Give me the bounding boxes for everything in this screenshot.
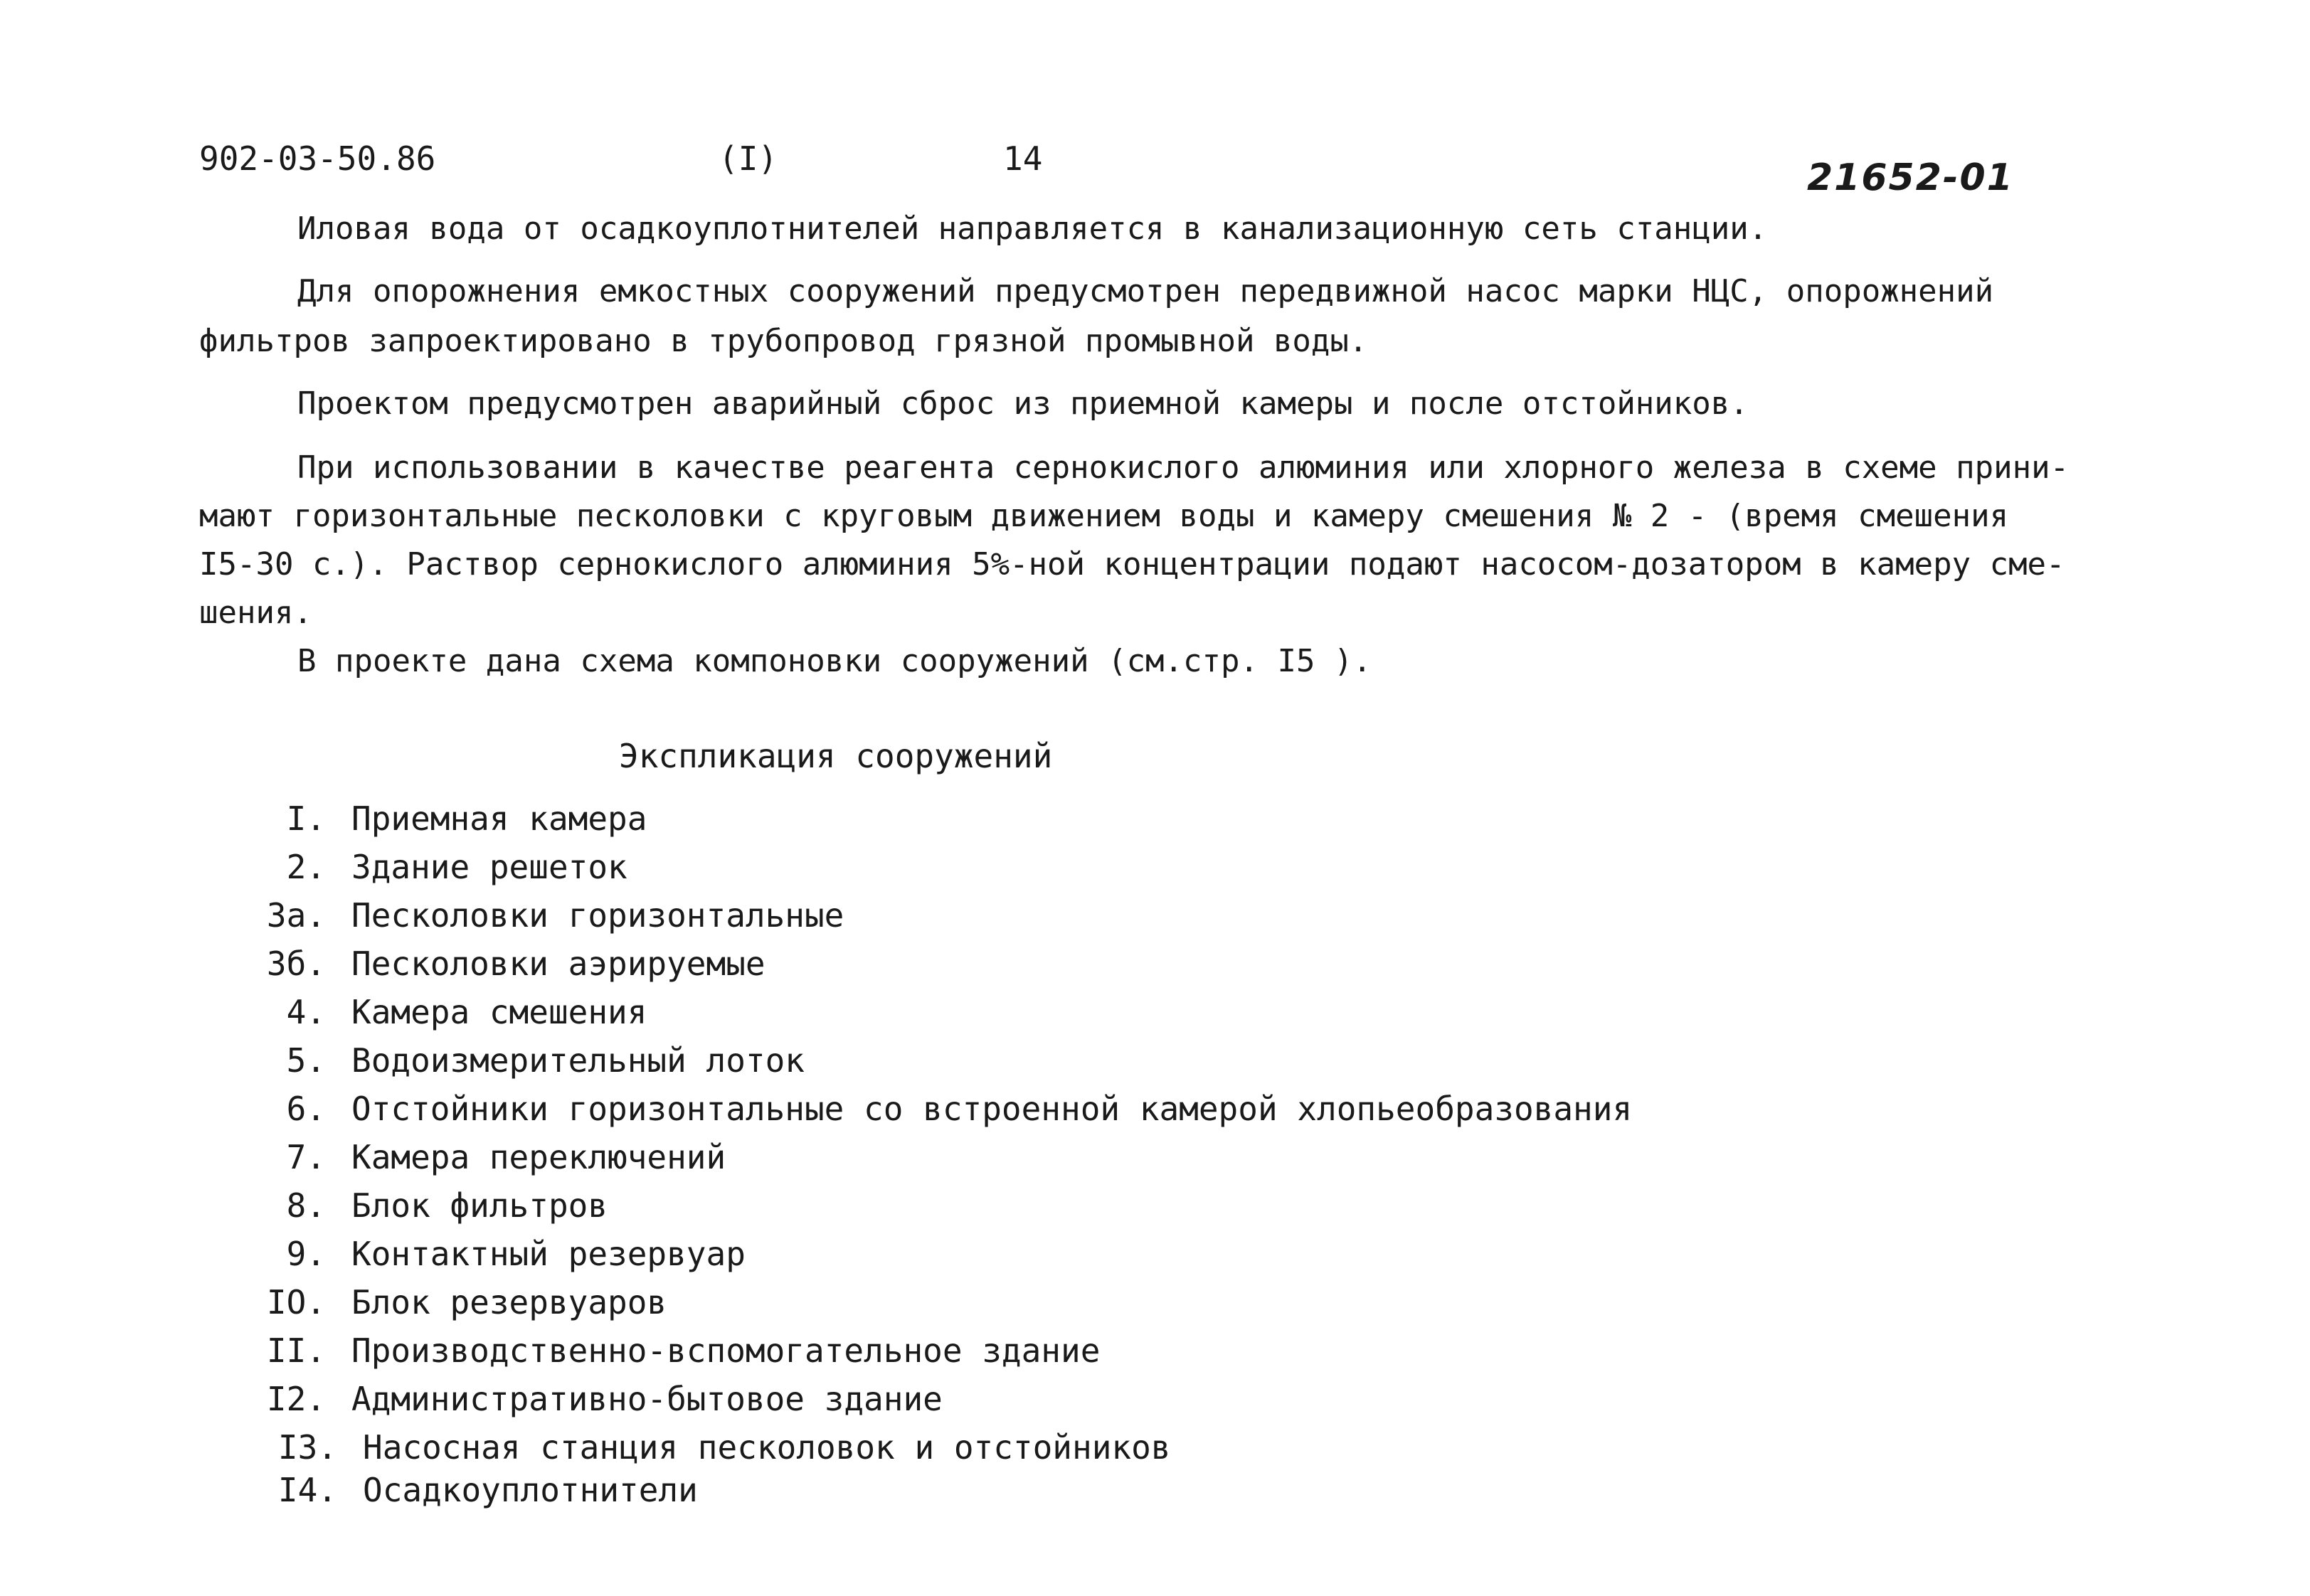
list-item-text: Камера смешения [351, 993, 647, 1031]
explication-title: Экспликация сооружений [619, 737, 1053, 775]
paragraph-layout-reference: В проекте дана схема компоновки сооружений (см.стр. I5 ). [297, 643, 1372, 679]
paragraph-reagent-line3: I5-30 с.). Раствор сернокислого алюминия 5%-ной концентрации подают насосом-дозатором в камеру сме- [199, 546, 2065, 582]
inventory-stamp: 21652-01 [1807, 156, 2014, 199]
list-item-number: 2. [286, 848, 326, 886]
list-item-text: Камера переключений [351, 1138, 726, 1176]
list-item-text: Блок фильтров [351, 1186, 608, 1225]
paragraph-reagent-line2: мают горизонтальные песколовки с круговым движением воды и камеру смешения № 2 - (время смешения [199, 498, 2009, 534]
list-item-number: 4. [286, 993, 326, 1031]
page-number: 14 [1003, 139, 1043, 178]
section-number: (I) [719, 139, 778, 178]
list-item-text: Приемная камера [351, 799, 647, 838]
list-item-text: Контактный резервуар [351, 1235, 746, 1273]
list-item-number: 3б. [266, 945, 326, 983]
paragraph-reagent-line4: шения. [199, 595, 312, 631]
list-item-text: Отстойники горизонтальные со встроенной камерой хлопьеобразования [351, 1090, 1633, 1128]
list-item-number: I2. [266, 1380, 326, 1418]
document-code: 902-03-50.86 [199, 139, 436, 178]
list-item-number: 6. [286, 1090, 326, 1128]
paragraph-drainage-line1: Для опорожнения емкостных сооружений предусмотрен передвижной насос марки НЦС, опорожнений [297, 273, 1994, 309]
list-item-text: Песколовки аэрируемые [351, 945, 765, 983]
list-item-text: Насосная станция песколовок и отстойников [363, 1428, 1171, 1467]
paragraph-drainage-line2: фильтров запроектировано в трубопровод грязной промывной воды. [199, 323, 1368, 359]
list-item-text: Здание решеток [351, 848, 627, 886]
paragraph-reagent-line1: При использовании в качестве реагента сернокислого алюминия или хлорного железа в схеме прини- [297, 449, 2070, 486]
paragraph-emergency-discharge: Проектом предусмотрен аварийный сброс из приемной камеры и после отстойников. [297, 385, 1749, 422]
list-item-text: Административно-бытовое здание [351, 1380, 943, 1418]
list-item-text: Производственно-вспомогательное здание [351, 1331, 1101, 1370]
list-item-text: Песколовки горизонтальные [351, 896, 844, 935]
list-item-number: II. [266, 1331, 326, 1370]
list-item-number: 7. [286, 1138, 326, 1176]
list-item-text: Осадкоуплотнители [363, 1471, 698, 1509]
list-item-text: Блок резервуаров [351, 1283, 667, 1321]
list-item-number: IO. [266, 1283, 326, 1321]
list-item-number: I4. [277, 1471, 337, 1509]
paragraph-sludge-water: Иловая вода от осадкоуплотнителей направляется в канализационную сеть станции. [297, 211, 1768, 247]
list-item-number: I. [286, 799, 326, 838]
list-item-number: 8. [286, 1186, 326, 1225]
list-item-number: 5. [286, 1041, 326, 1080]
list-item-text: Водоизмерительный лоток [351, 1041, 805, 1080]
list-item-number: 3а. [266, 896, 326, 935]
list-item-number: I3. [277, 1428, 337, 1467]
list-item-number: 9. [286, 1235, 326, 1273]
